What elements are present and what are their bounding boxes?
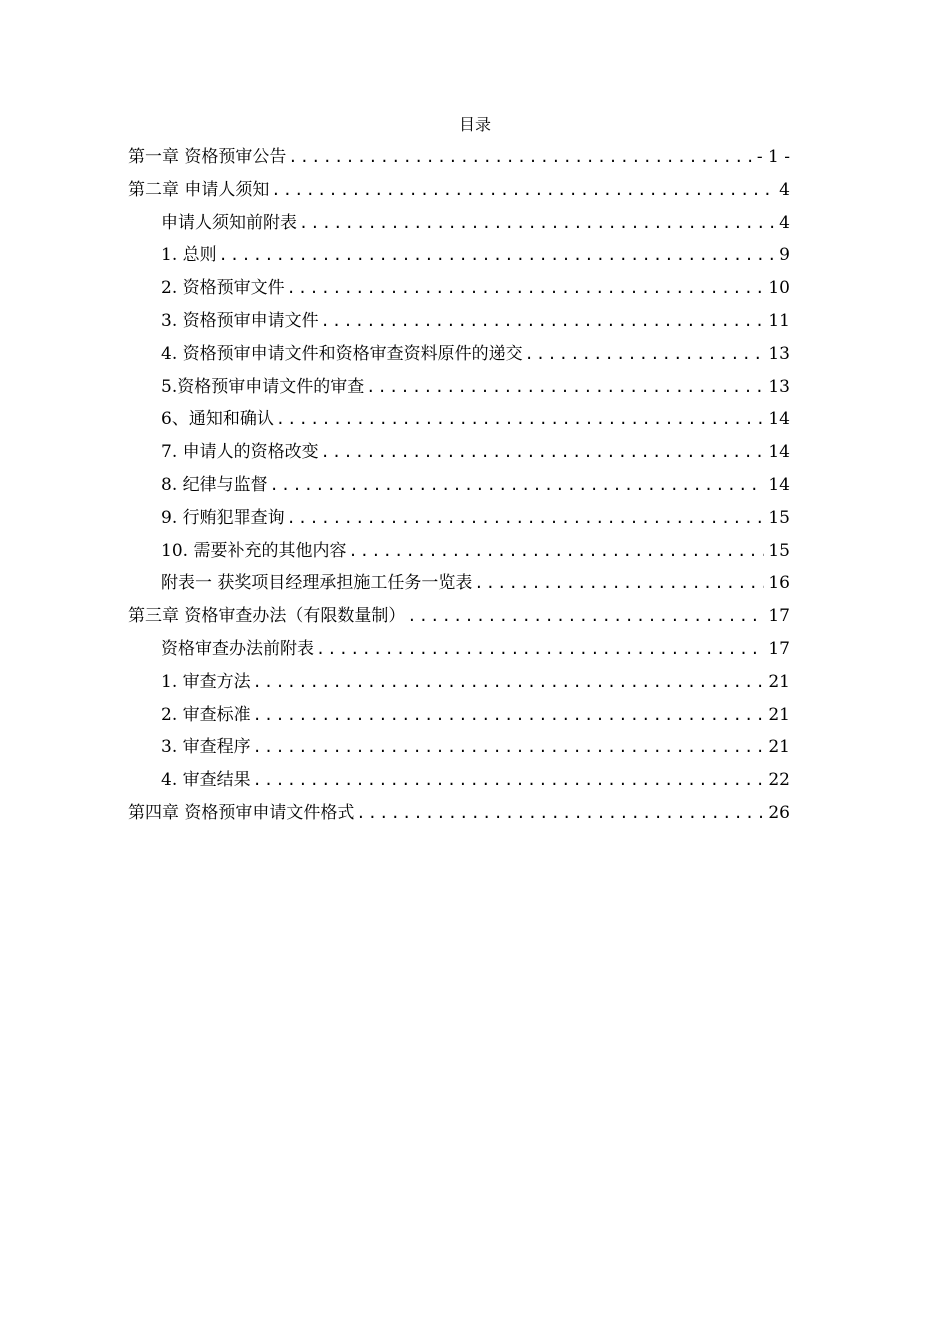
toc-entry-page: 16 bbox=[768, 573, 790, 594]
toc-entry-label: 第四章 资格预审申请文件格式 bbox=[128, 802, 355, 823]
toc-entry-label: 3. 资格预审申请文件 bbox=[161, 310, 319, 331]
toc-entry-page: 21 bbox=[768, 737, 790, 758]
toc-leader-dots bbox=[253, 666, 765, 699]
toc-entry-label: 第一章 资格预审公告 bbox=[128, 147, 287, 167]
toc-leader-dots bbox=[253, 764, 765, 797]
toc-leader-dots bbox=[270, 469, 765, 502]
toc-entry-page: 26 bbox=[768, 802, 790, 823]
toc-leader-dots bbox=[366, 371, 764, 404]
toc-entry-label: 附表一 获奖项目经理承担施工任务一览表 bbox=[161, 573, 473, 594]
toc-leader-dots bbox=[321, 305, 765, 338]
toc-entry-page: 4 bbox=[779, 212, 790, 233]
toc-entry-applicant-notice-table[interactable] bbox=[128, 207, 790, 240]
toc-entry-application-review[interactable] bbox=[128, 371, 790, 404]
toc-leader-dots bbox=[219, 239, 776, 272]
toc-entry-label: 2. 资格预审文件 bbox=[161, 278, 285, 299]
toc-entry-page: 14 bbox=[768, 409, 790, 430]
toc-entry-page: 13 bbox=[768, 343, 790, 364]
toc-entry-review-result[interactable] bbox=[128, 764, 790, 797]
toc-entry-label: 第二章 申请人须知 bbox=[128, 179, 270, 200]
toc-entry-page: 14 bbox=[768, 474, 790, 495]
toc-entry-label: 8. 纪律与监督 bbox=[161, 474, 268, 495]
toc-entry-label: 5.资格预审申请文件的审查 bbox=[161, 376, 365, 397]
toc-leader-dots bbox=[253, 731, 765, 764]
toc-entry-label: 4. 资格预审申请文件和资格审查资料原件的递交 bbox=[161, 343, 523, 364]
toc-entry-label: 1. 总则 bbox=[161, 245, 217, 266]
toc-entry-page: 17 bbox=[768, 606, 790, 627]
toc-entry-review-method-table[interactable] bbox=[128, 633, 790, 666]
toc-entry-qualification-change[interactable] bbox=[128, 436, 790, 469]
toc-entry-label: 资格审查办法前附表 bbox=[161, 638, 314, 659]
toc-leader-dots bbox=[407, 600, 764, 633]
toc-entry-page: 14 bbox=[768, 442, 790, 463]
toc-entry-page: 9 bbox=[779, 245, 790, 266]
toc-entry-discipline[interactable] bbox=[128, 469, 790, 502]
toc-leader-dots bbox=[316, 633, 764, 666]
toc-entry-page: 10 bbox=[768, 278, 790, 299]
toc-entry-label: 6、通知和确认 bbox=[161, 409, 274, 430]
toc-entry-chapter-3[interactable] bbox=[128, 600, 790, 633]
toc-leader-dots bbox=[253, 699, 765, 732]
toc-entry-label: 10. 需要补充的其他内容 bbox=[161, 540, 347, 561]
toc-leader-dots bbox=[348, 535, 764, 568]
toc-entry-label: 申请人须知前附表 bbox=[161, 212, 297, 233]
toc-entry-label: 1. 审查方法 bbox=[161, 671, 251, 692]
toc-leader-dots bbox=[525, 338, 765, 371]
toc-entry-bribery-check[interactable] bbox=[128, 502, 790, 535]
toc-leader-dots bbox=[276, 403, 765, 436]
toc-entry-page: 21 bbox=[768, 671, 790, 692]
toc-leader-dots bbox=[299, 207, 775, 240]
toc-leader-dots bbox=[321, 436, 765, 469]
toc-entry-page: 21 bbox=[768, 704, 790, 725]
toc-leader-dots bbox=[287, 272, 765, 305]
toc-entry-label: 7. 申请人的资格改变 bbox=[161, 442, 319, 463]
toc-entry-review-procedure[interactable] bbox=[128, 731, 790, 764]
toc-entry-page: 13 bbox=[768, 376, 790, 397]
toc-entry-application-documents[interactable] bbox=[128, 305, 790, 338]
toc-entry-prequal-documents[interactable] bbox=[128, 272, 790, 305]
toc-entry-page: 4 bbox=[779, 179, 790, 200]
toc-entry-page: 15 bbox=[768, 507, 790, 528]
toc-leader-dots bbox=[356, 797, 764, 830]
toc-entry-notification[interactable] bbox=[128, 403, 790, 436]
toc-leader-dots bbox=[271, 174, 775, 207]
toc-leader-dots bbox=[287, 502, 765, 535]
toc-leader-dots bbox=[288, 141, 752, 174]
toc-entry-chapter-1[interactable] bbox=[128, 141, 790, 174]
toc-entry-page: - 1 - bbox=[756, 147, 790, 167]
toc-entry-page: 15 bbox=[768, 540, 790, 561]
toc-entry-label: 2. 审查标准 bbox=[161, 704, 251, 725]
toc-entry-chapter-2[interactable] bbox=[128, 174, 790, 207]
toc-entry-page: 22 bbox=[768, 770, 790, 791]
toc-entry-page: 11 bbox=[768, 310, 790, 331]
toc-entry-label: 4. 审查结果 bbox=[161, 770, 251, 791]
toc-entry-general-rules[interactable] bbox=[128, 239, 790, 272]
toc-entry-label: 3. 审查程序 bbox=[161, 737, 251, 758]
toc-entry-label: 第三章 资格审查办法（有限数量制） bbox=[128, 606, 406, 627]
toc-entry-label: 9. 行贿犯罪查询 bbox=[161, 507, 285, 528]
toc-entry-review-method[interactable] bbox=[128, 666, 790, 699]
toc-entry-submission[interactable] bbox=[128, 338, 790, 371]
toc-title: 目录 bbox=[458, 115, 491, 134]
toc-entry-other-content[interactable] bbox=[128, 535, 790, 568]
toc-entry-page: 17 bbox=[768, 638, 790, 659]
toc-leader-dots bbox=[474, 567, 764, 600]
toc-entry-chapter-4[interactable] bbox=[128, 797, 790, 830]
toc-entry-appendix-1[interactable] bbox=[128, 567, 790, 600]
table-of-contents bbox=[128, 141, 790, 830]
toc-entry-review-standard[interactable] bbox=[128, 699, 790, 732]
